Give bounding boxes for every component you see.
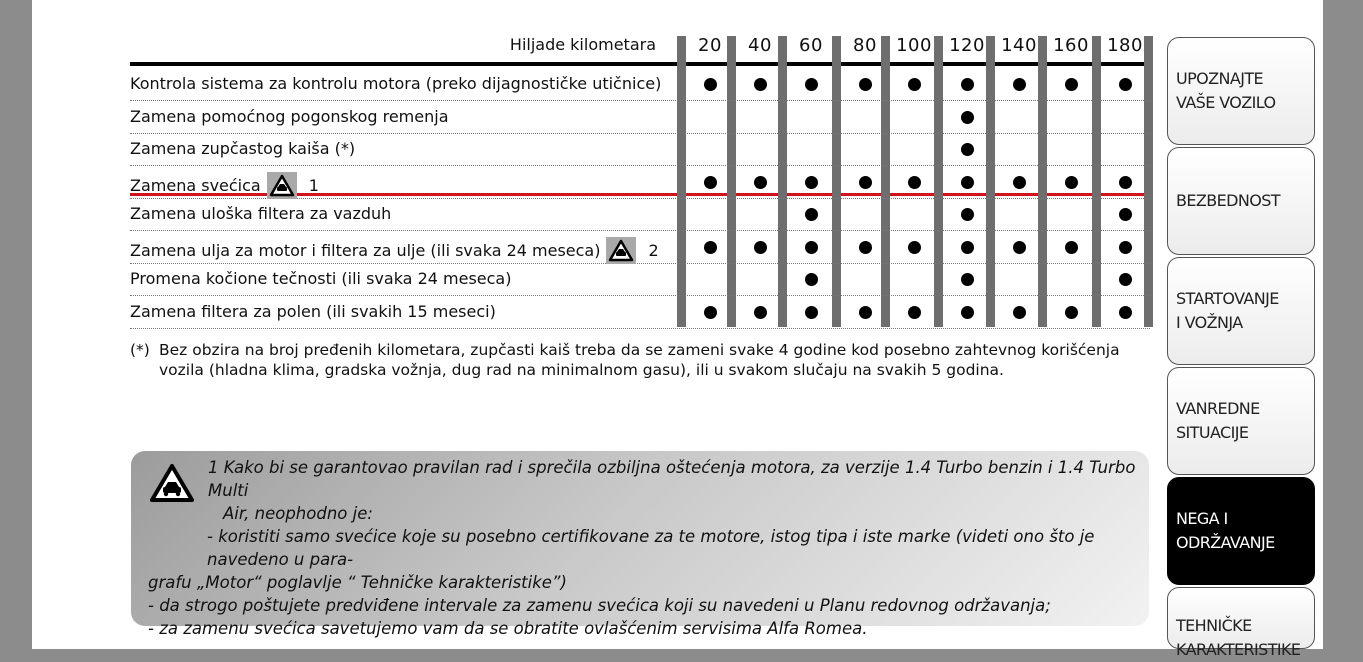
chapter-tab[interactable] xyxy=(1167,587,1315,659)
maintenance-dot xyxy=(961,111,974,124)
warning-line: - da strogo poštujete predviđene intervale za zamenu svećica koji su navedeni u Planu redovnog održavanja; xyxy=(148,596,1051,615)
row-label-text: Zamena pomoćnog pogonskog remenja xyxy=(130,106,449,126)
chapter-tab-label: BEZBEDNOST xyxy=(1176,191,1280,210)
chapter-tab[interactable] xyxy=(1167,37,1315,145)
maintenance-dot xyxy=(704,176,717,189)
maintenance-dot xyxy=(961,241,974,254)
row-label xyxy=(130,269,511,288)
maintenance-dot xyxy=(805,78,818,91)
table-row xyxy=(130,231,1150,264)
maintenance-dot xyxy=(1013,176,1026,189)
maintenance-dot xyxy=(1065,176,1078,189)
chapter-tab-label: TEHNIČKE KARAKTERISTIKE xyxy=(1176,616,1301,659)
warning-box xyxy=(131,451,1149,638)
maintenance-dot xyxy=(805,241,818,254)
maintenance-dot xyxy=(704,306,717,319)
chapter-tab-label: NEGA I ODRŽAVANJE xyxy=(1176,509,1275,552)
row-label-text: Zamena svećica xyxy=(130,175,261,195)
table-row xyxy=(130,296,1150,329)
maintenance-dot xyxy=(1065,306,1078,319)
warning-line: Air, neophodno je: xyxy=(223,504,373,523)
maintenance-dot xyxy=(859,306,872,319)
chapter-tab[interactable] xyxy=(1167,147,1315,255)
maintenance-dot xyxy=(1065,78,1078,91)
row-label xyxy=(130,204,391,223)
row-label-text: Zamena filtera za polen (ili svakih 15 meseci) xyxy=(130,301,496,321)
maintenance-dot xyxy=(805,306,818,319)
maintenance-dot xyxy=(754,306,767,319)
table-row xyxy=(130,166,1150,199)
maintenance-dot xyxy=(704,78,717,91)
table-row xyxy=(130,101,1150,134)
warning-line: - koristiti samo svećice koje su posebno certifikovane za te motore, istog tipa i iste marke (videti ono što je navedeno u para- xyxy=(207,527,1095,569)
header-rule xyxy=(130,62,1150,66)
row-label-text: Kontrola sistema za kontrolu motora (preko dijagnostičke utičnice) xyxy=(130,74,662,93)
km-column-header: 80 xyxy=(853,35,877,56)
maintenance-dot xyxy=(908,176,921,189)
maintenance-dot xyxy=(1119,306,1132,319)
row-label xyxy=(130,302,496,321)
car-warning-triangle-icon xyxy=(606,237,636,264)
table-row xyxy=(130,263,1150,296)
footnote-text: Bez obzira na broj pređenih kilometara, zupčasti kaiš treba da se zameni svake 4 godine kod posebno zahtevnog korišćenja vozila (hladna klima, gradska vožnja, dug rad na minimalnom gasu), ili u svakom slučaju na svakih 5 godina. xyxy=(159,341,1120,379)
chapter-tab[interactable] xyxy=(1167,257,1315,365)
row-label xyxy=(130,74,661,93)
row-label xyxy=(130,172,319,199)
maintenance-dot xyxy=(961,143,974,156)
maintenance-dot xyxy=(859,78,872,91)
row-label xyxy=(130,139,355,158)
maintenance-dot xyxy=(1119,208,1132,221)
maintenance-dot xyxy=(1065,241,1078,254)
maintenance-dot xyxy=(1119,241,1132,254)
maintenance-dot xyxy=(908,78,921,91)
row-label xyxy=(130,237,659,264)
km-column-header: 120 xyxy=(949,35,985,56)
maintenance-dot xyxy=(961,208,974,221)
chapter-tab-label: VANREDNE SITUACIJE xyxy=(1176,399,1260,442)
table-row xyxy=(130,68,1150,101)
km-column-header: 140 xyxy=(1001,35,1037,56)
km-column-header: 20 xyxy=(698,35,722,56)
chapter-tab-label: UPOZNAJTE VAŠE VOZILO xyxy=(1176,69,1276,112)
row-label xyxy=(130,107,449,126)
km-column-header: 100 xyxy=(896,35,932,56)
warning-line: 1 Kako bi se garantovao pravilan rad i sprečila ozbiljna oštećenja motora, za verzije 1.4 Turbo benzin i 1.4 Turbo Multi xyxy=(208,458,1136,500)
maintenance-dot xyxy=(961,273,974,286)
maintenance-dot xyxy=(961,78,974,91)
maintenance-dot xyxy=(1013,78,1026,91)
warning-line: grafu „Motor“ poglavlje “ Tehničke karakteristike”) xyxy=(148,573,567,592)
warning-text xyxy=(148,456,1138,640)
chapter-tab[interactable] xyxy=(1167,477,1315,585)
km-column-header: 160 xyxy=(1053,35,1089,56)
maintenance-dot xyxy=(1119,78,1132,91)
km-column-header: 180 xyxy=(1107,35,1143,56)
row-label-text: Zamena zupčastog kaiša (*) xyxy=(130,139,356,158)
chapter-tab[interactable] xyxy=(1167,367,1315,475)
note-reference: 1 xyxy=(308,175,319,195)
note-reference: 2 xyxy=(648,240,659,260)
maintenance-dot xyxy=(754,176,767,189)
km-column-header: 60 xyxy=(799,35,823,56)
maintenance-dot xyxy=(805,208,818,221)
row-label-text: Zamena ulja za motor i filtera za ulje (ili svaka 24 meseca) xyxy=(130,240,601,260)
maintenance-dot xyxy=(754,78,767,91)
km-header-label: Hiljade kilometara xyxy=(509,35,656,54)
manual-page xyxy=(32,0,1323,659)
maintenance-dot xyxy=(1119,176,1132,189)
footnote-mark: (*) xyxy=(130,341,150,359)
table-row xyxy=(130,198,1150,231)
maintenance-dot xyxy=(1013,241,1026,254)
maintenance-dot xyxy=(961,306,974,319)
row-label-text: Promena kočione tečnosti (ili svaka 24 meseca) xyxy=(130,269,512,288)
maintenance-dot xyxy=(859,176,872,189)
maintenance-dot xyxy=(1119,273,1132,286)
maintenance-dot xyxy=(908,306,921,319)
maintenance-dot xyxy=(754,241,767,254)
car-warning-triangle-icon xyxy=(267,172,297,199)
warning-line: - za zamenu svećica savetujemo vam da se obratite ovlašćenim servisima Alfa Romea. xyxy=(148,619,868,638)
maintenance-dot xyxy=(805,273,818,286)
maintenance-dot xyxy=(704,241,717,254)
km-column-header: 40 xyxy=(748,35,772,56)
row-label-text: Zamena uloška filtera za vazduh xyxy=(130,204,392,223)
chapter-tab-label: STARTOVANJE I VOŽNJA xyxy=(1176,289,1279,332)
maintenance-dot xyxy=(1013,306,1026,319)
maintenance-dot xyxy=(805,176,818,189)
maintenance-dot xyxy=(961,176,974,189)
maintenance-dot xyxy=(859,241,872,254)
table-row xyxy=(130,133,1150,166)
maintenance-dot xyxy=(908,241,921,254)
